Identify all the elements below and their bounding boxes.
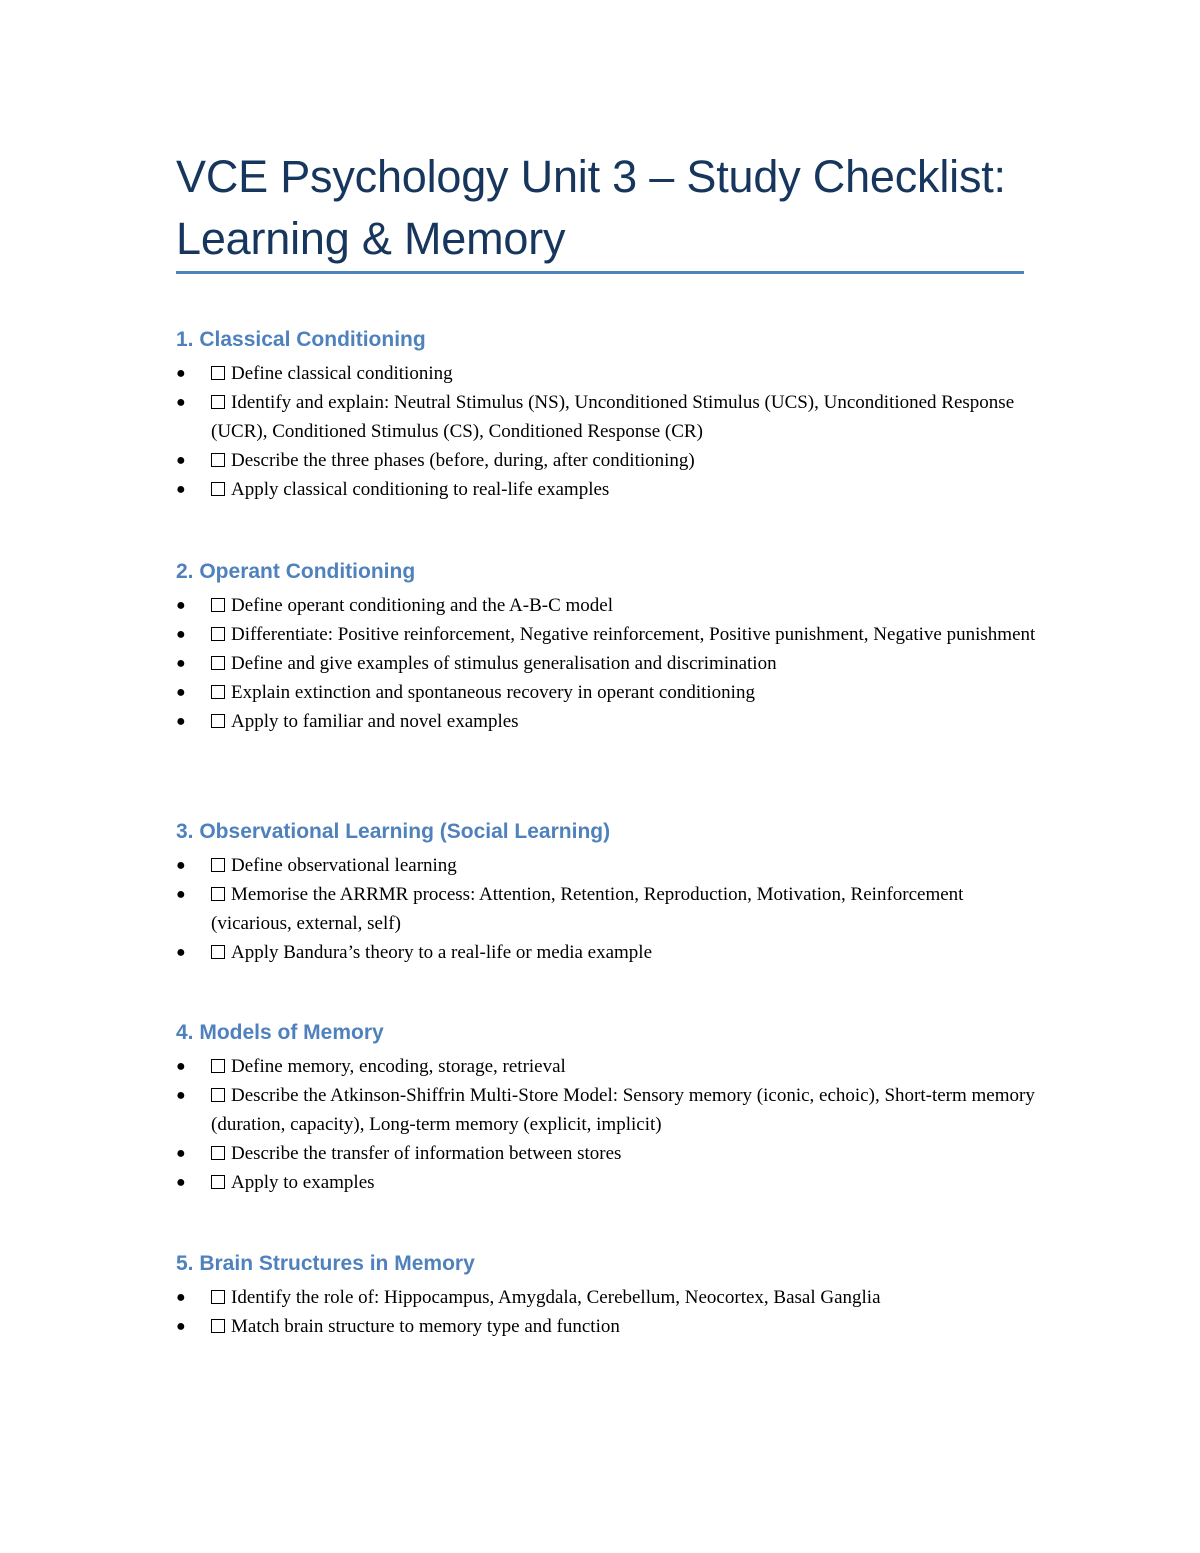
checklist-item [176,678,1036,707]
checklist-item [176,1139,1036,1168]
bullet-icon: ● [176,886,186,903]
section-heading: 2. Operant Conditioning [176,560,416,583]
checklist-item-text: Apply to examples [231,1172,375,1193]
checklist-item [176,388,1036,446]
bullet-icon: ● [176,626,186,643]
bullet-icon: ● [176,857,186,874]
checklist-item-text: Define observational learning [231,855,457,876]
checklist-item-text: Describe the Atkinson-Shiffrin Multi-Store Model: Sensory memory (iconic, echoic), Short-term memory (duration, capacity), Long-term memory (explicit, implicit) [211,1085,1035,1135]
checkbox-icon[interactable] [211,1290,225,1304]
checklist-item-text: Differentiate: Positive reinforcement, Negative reinforcement, Positive punishment, Negative punishment [231,624,1036,645]
checklist-item [176,1168,1036,1197]
checklist-item [176,1081,1036,1139]
checklist-item-text: Define operant conditioning and the A-B-C model [231,595,614,616]
checklist-item-text: Identify and explain: Neutral Stimulus (NS), Unconditioned Stimulus (UCS), Unconditioned Response (UCR), Conditioned Stimulus (CS), Conditioned Response (CR) [211,392,1015,442]
bullet-icon: ● [176,365,186,382]
checklist-item-text: Match brain structure to memory type and function [231,1316,620,1337]
checklist-item-text: Define memory, encoding, storage, retrieval [231,1056,566,1077]
section-heading: 4. Models of Memory [176,1021,384,1044]
checkbox-icon[interactable] [211,1059,225,1073]
checkbox-icon[interactable] [211,858,225,872]
checklist-item [176,851,1036,880]
checklist-item-text: Identify the role of: Hippocampus, Amygdala, Cerebellum, Neocortex, Basal Ganglia [231,1287,881,1308]
checklist-item [176,359,1036,388]
checkbox-icon[interactable] [211,656,225,670]
checkbox-icon[interactable] [211,1146,225,1160]
checklist-item [176,446,1036,475]
checkbox-icon[interactable] [211,1175,225,1189]
checkbox-icon[interactable] [211,598,225,612]
checklist-item-text: Apply to familiar and novel examples [231,711,519,732]
checklist-item-text: Describe the transfer of information between stores [231,1143,622,1164]
checkbox-icon[interactable] [211,1319,225,1333]
checklist-item-text: Define classical conditioning [231,363,453,384]
section-operant-conditioning [176,557,1036,736]
bullet-icon: ● [176,1174,186,1191]
checklist-item-text: Explain extinction and spontaneous recovery in operant conditioning [231,682,755,703]
checklist-item-text: Describe the three phases (before, during, after conditioning) [231,450,695,471]
bullet-icon: ● [176,597,186,614]
checkbox-icon[interactable] [211,1088,225,1102]
checkbox-icon[interactable] [211,482,225,496]
checkbox-icon[interactable] [211,395,225,409]
bullet-icon: ● [176,1289,186,1306]
checkbox-icon[interactable] [211,453,225,467]
bullet-icon: ● [176,1087,186,1104]
checkbox-icon[interactable] [211,366,225,380]
section-brain-structures [176,1249,1036,1341]
checkbox-icon[interactable] [211,945,225,959]
section-heading: 1. Classical Conditioning [176,328,426,351]
bullet-icon: ● [176,394,186,411]
checkbox-icon[interactable] [211,685,225,699]
checkbox-icon[interactable] [211,714,225,728]
bullet-icon: ● [176,1145,186,1162]
title-underline-rule [176,271,1024,274]
section-heading: 3. Observational Learning (Social Learning) [176,820,611,843]
section-classical-conditioning [176,325,1036,504]
checklist-item [176,649,1036,678]
bullet-icon: ● [176,1058,186,1075]
checklist-item-text: Apply Bandura’s theory to a real-life or media example [231,942,653,963]
bullet-icon: ● [176,684,186,701]
section-heading: 5. Brain Structures in Memory [176,1252,475,1275]
section-models-of-memory [176,1018,1036,1197]
bullet-icon: ● [176,1318,186,1335]
checklist-item [176,707,1036,736]
bullet-icon: ● [176,944,186,961]
checklist-item-text: Define and give examples of stimulus generalisation and discrimination [231,653,777,674]
checklist-item [176,1283,1036,1312]
checkbox-icon[interactable] [211,887,225,901]
document-title: VCE Psychology Unit 3 – Study Checklist: Learning & Memory [176,151,1006,264]
checkbox-icon[interactable] [211,627,225,641]
checklist-item [176,880,1036,938]
checklist-item-text: Apply classical conditioning to real-life examples [231,479,610,500]
checklist-item [176,1312,1036,1341]
checklist-item [176,475,1036,504]
bullet-icon: ● [176,713,186,730]
checklist-item [176,1052,1036,1081]
bullet-icon: ● [176,452,186,469]
checklist-item [176,620,1036,649]
title-block [176,146,1024,270]
checklist-item [176,591,1036,620]
checklist-item [176,938,1036,967]
checklist-item-text: Memorise the ARRMR process: Attention, Retention, Reproduction, Motivation, Reinforcement (vicarious, external, self) [211,884,964,934]
bullet-icon: ● [176,655,186,672]
bullet-icon: ● [176,481,186,498]
section-observational-learning [176,817,1036,967]
